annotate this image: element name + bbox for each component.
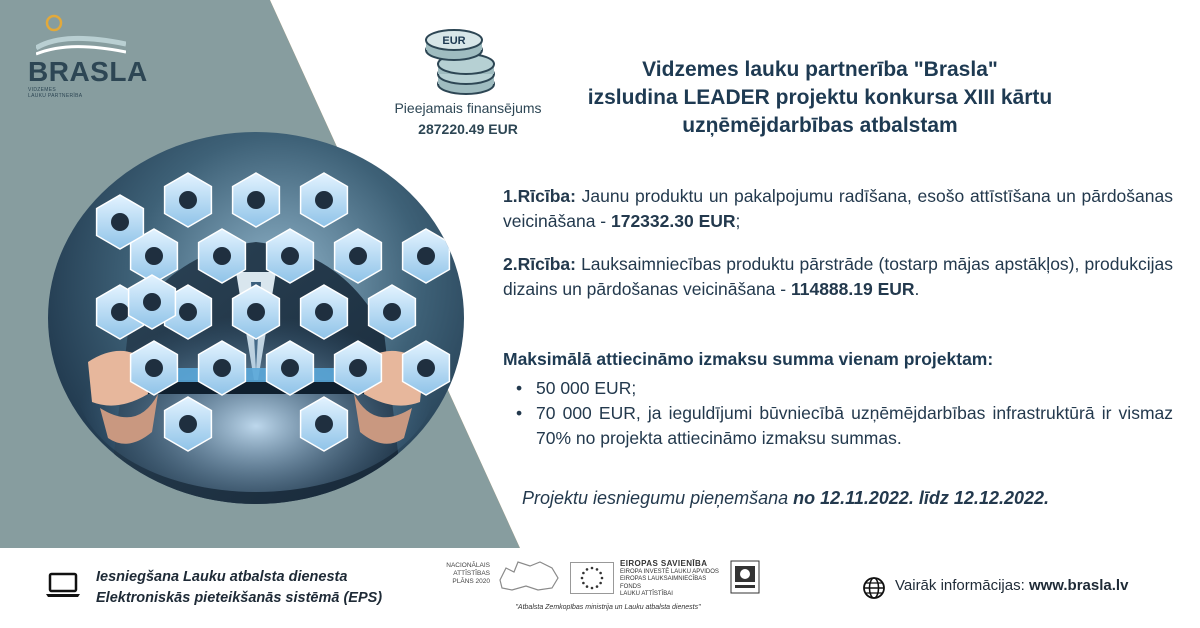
leader-logo-icon — [730, 560, 760, 594]
submission-line2: Elektroniskās pieteikšanās sistēmā (EPS) — [96, 590, 383, 606]
monitor-icon — [417, 247, 435, 265]
funding-label: Pieejamais finansējums — [394, 100, 542, 116]
eu-fund-text — [620, 560, 728, 599]
head-gear-icon — [315, 303, 333, 321]
map-icon — [143, 293, 161, 311]
eu-title: EIROPAS SAVIENĪBA — [620, 559, 708, 568]
user-icon — [315, 415, 333, 433]
more-info-text — [895, 577, 1128, 594]
logo-subtitle-line1: VIDZEMES — [28, 87, 56, 93]
microscope-icon — [179, 303, 197, 321]
headline-line3: uzņēmējdarbības atbalstam — [682, 114, 958, 137]
eu-line1: EIROPA INVESTĒ LAUKU APVIDOS — [620, 568, 719, 575]
logo-wordmark: BRASLA — [28, 56, 148, 87]
nap-line1: NACIONĀLAIS — [446, 562, 490, 569]
eu-line2: EIROPAS LAUKSAIMNIECĪBAS FONDS — [620, 576, 707, 590]
chip-icon — [247, 303, 265, 321]
action-1-paragraph — [503, 184, 1173, 234]
flask-icon — [145, 359, 163, 377]
lightbulb-icon — [247, 191, 265, 209]
coin-eur-label: EUR — [442, 35, 466, 47]
nap-line3: PLĀNS 2020 — [452, 578, 490, 585]
action-1-title: 1.Rīcība: — [503, 186, 576, 206]
latvia-map-icon — [496, 558, 562, 594]
logo-subtitle-line2: LAUKU PARTNERĪBA — [28, 92, 83, 99]
max-amount-title: Maksimālā attiecināmo izmaksu summa vienam projektam: — [503, 349, 994, 369]
nap2020-logo-text — [438, 562, 490, 586]
cloud-icon — [179, 191, 197, 209]
more-info-label: Vairāk informācijas: — [895, 577, 1029, 594]
technology-tablet-illustration — [48, 132, 464, 504]
headline-line2: izsludina LEADER projektu konkursa XIII kārtu — [587, 86, 1053, 109]
workflow-icon — [383, 303, 401, 321]
footer — [0, 548, 1200, 628]
submission-info — [96, 567, 382, 609]
website-link[interactable]: www.brasla.lv — [1028, 577, 1129, 594]
submission-line1: Iesniegšana Lauku atbalsta dienesta — [96, 569, 348, 585]
coins-icon — [418, 20, 500, 100]
circuit-icon — [281, 359, 299, 377]
deadline-prefix: Projektu iesniegumu pieņemšana — [522, 488, 794, 508]
handshake-icon — [417, 359, 435, 377]
nap-line2: ATTĪSTĪBAS — [453, 570, 490, 577]
action-2-amount: 114888.19 EUR — [790, 279, 915, 299]
logo-subtitle — [28, 88, 82, 99]
action-1-tail: ; — [735, 211, 741, 231]
headline-line1: Vidzemes lauku partnerība "Brasla" — [642, 58, 998, 81]
action-2-paragraph — [503, 252, 1173, 302]
network-icon — [111, 213, 129, 231]
action-2-tail: . — [914, 279, 920, 299]
truck-icon — [179, 415, 197, 433]
eu-line3: LAUKU ATTĪSTĪBAI — [620, 591, 673, 597]
globe-icon — [862, 576, 886, 600]
gear-icon — [145, 247, 163, 265]
bulb-icon — [213, 247, 231, 265]
action-2-title: 2.Rīcība: — [503, 254, 576, 274]
headline — [560, 56, 1080, 140]
hex-icon-cluster — [48, 132, 464, 504]
deadline-text — [522, 488, 1049, 509]
list-item: • 70 000 EUR, ja ieguldījumi būvniecībā uzņēmējdarbības infrastruktūrā ir vismaz 70% no projekta attiecināmo izmaksu summas. — [516, 401, 1173, 451]
list-item: • 50 000 EUR; — [516, 376, 1173, 401]
wifi-icon — [315, 191, 333, 209]
logo-mark-icon — [36, 14, 126, 56]
laptop-icon — [46, 572, 80, 598]
pie-chart-icon — [111, 303, 129, 321]
at-sign-icon — [349, 359, 367, 377]
eu-flag-icon — [570, 562, 614, 594]
action-1-text: Jaunu produktu un pakalpojumu radīšana, esošo attīstīšana un pārdošanas veicināšana - — [503, 186, 1173, 231]
cpu-icon — [213, 359, 231, 377]
action-1-amount: 172332.30 EUR — [610, 211, 736, 231]
funding-value: 287220.49 EUR — [418, 121, 518, 137]
max-amount-list — [516, 376, 1173, 451]
brasla-logo — [24, 14, 148, 100]
action-2-text: Lauksaimniecības produktu pārstrāde (tostarp mājas apstākļos), produkcijas dizains un pārdošanas veicināšana - — [503, 254, 1173, 299]
support-caption: "Atbalsta Zemkopības ministrija un Lauku atbalsta dienests" — [515, 604, 701, 611]
robot-icon — [281, 247, 299, 265]
tools-icon — [349, 247, 367, 265]
deadline-dates: no 12.11.2022. līdz 12.12.2022. — [793, 488, 1050, 508]
